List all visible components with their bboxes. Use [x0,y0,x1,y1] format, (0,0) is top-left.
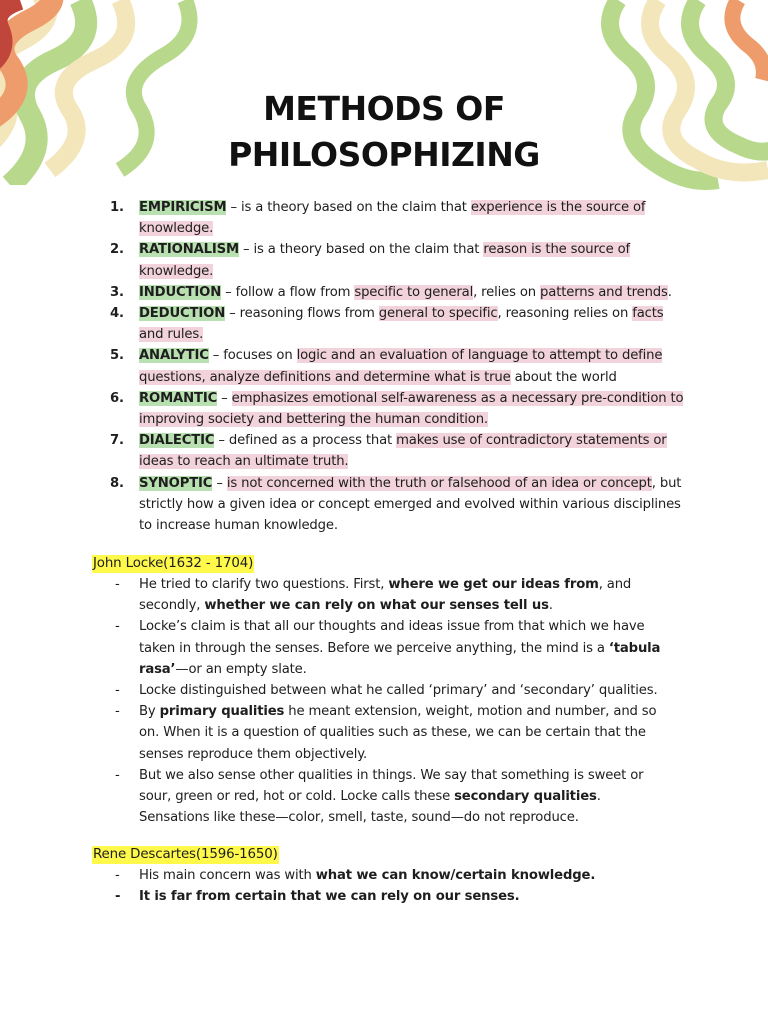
separator: – [212,475,227,491]
dash: - [115,683,120,699]
separator: – [221,284,236,300]
text: follow a flow from [235,284,355,300]
method-term: INDUCTION [139,284,222,300]
highlighted-text: specific to general [354,284,474,300]
dash: - [115,577,120,592]
method-term: ROMANTIC [139,390,218,406]
method-item [110,282,685,303]
highlighted-text: reason is the source of knowledge. [139,242,630,279]
highlighted-text: emphasizes emotional self-awareness as a necessary pre-condition to improving society and bettering the human condition. [139,390,684,428]
separator: – [214,433,229,449]
text: , but strictly how a given idea or concept emerged and evolved within various disciplines to increase human knowledge. [139,475,682,534]
method-number: 5. [110,348,124,364]
list-item [115,765,675,829]
method-item [110,388,685,430]
separator: – [238,242,254,258]
list-item [115,616,675,680]
separator: – [217,390,232,406]
method-item [110,303,685,345]
text: . [667,284,672,300]
method-number: 7. [110,433,124,449]
method-item [110,430,685,472]
method-number: 2. [110,242,124,258]
method-number: 6. [110,390,124,406]
separator: – [226,200,242,215]
method-term: SYNOPTIC [139,475,213,491]
method-term: RATIONALISM [139,242,239,258]
method-number: 1. [110,200,124,215]
page-title [0,86,768,178]
text: he meant extension, weight, motion and number, and so on. When it is a question of qualities such as these, we can be certain that the senses reproduce them objectively. [139,704,657,762]
dash: - [115,704,120,720]
bold-text: secondary qualities [454,789,597,805]
locke-heading: John Locke(1632 - 1704) [93,556,254,571]
text: He tried to clarify two questions. First, [139,577,389,592]
bold-text: ‘tabula rasa’ [139,640,661,677]
text: , reasoning relies on [497,306,633,322]
highlighted-text: logic and an evaluation of language to attempt to define questions, analyze definitions and determine what is true [139,348,663,385]
method-term: EMPIRICISM [139,200,227,215]
method-number: 3. [110,284,124,300]
dash: - [115,619,120,635]
method-term: DEDUCTION [139,306,226,322]
bold-text: primary qualities [159,704,285,720]
separator: – [208,348,224,364]
highlighted-text: general to specific [378,306,498,322]
method-item [110,239,685,281]
text: about the world [510,369,617,385]
text: , and secondly, [139,577,632,614]
highlighted-text: facts and rules. [139,306,664,343]
bold-text: where we get our ideas from [388,577,599,592]
text: reasoning flows from [239,306,379,322]
text: By [139,704,160,720]
locke-bullets [115,574,675,828]
method-term: ANALYTIC [139,348,209,364]
bold-text: It is far from certain that we can rely on our senses. [139,889,520,905]
highlighted-text: experience is the source of knowledge. [139,200,646,237]
list-item [115,574,675,616]
method-item [110,473,685,537]
list-item [115,865,675,886]
text: is a theory based on the claim that [253,242,484,258]
title-line-2: PHILOSOPHIZING [228,135,540,174]
text: But we also sense other qualities in things. We say that something is sweet or sour, green or red, hot or cold. Locke calls these [139,767,644,805]
dash: - [115,767,120,783]
text: . [548,598,553,614]
descartes-heading: Rene Descartes(1596-1650) [93,847,278,862]
method-item [110,345,685,387]
text: Locke distinguished between what he called ‘primary’ and ‘secondary’ qualities. [139,683,658,699]
text: focuses on [223,348,297,364]
method-number: 4. [110,306,124,322]
text: is a theory based on the claim that [241,200,471,215]
bold-text: what we can know/certain knowledge. [315,868,596,883]
list-item [115,680,675,701]
text: Locke’s claim is that all our thoughts and ideas issue from that which we have taken in through the senses. Before we perceive anything, the mind is a [139,619,645,656]
method-term: DIALECTIC [139,433,215,449]
bold-text: whether we can rely on what our senses tell us [204,598,549,614]
separator: – [225,306,240,322]
text: defined as a process that [228,433,397,449]
list-item [115,701,675,765]
dash: - [115,889,121,905]
highlighted-text: makes use of contradictory statements or ideas to reach an ultimate truth. [139,433,667,470]
text: —or an empty slate. [175,661,307,677]
dash: - [115,868,120,883]
title-line-1: METHODS OF [263,89,505,128]
highlighted-text: patterns and trends [540,284,668,300]
highlighted-text: is not concerned with the truth or falsehood of an idea or concept [226,475,652,491]
method-item [110,197,685,239]
text: . Sensations like these—color, smell, taste, sound—do not reproduce. [139,789,601,826]
descartes-bullets [115,865,675,907]
text: , relies on [473,284,541,300]
text: His main concern was with [139,868,316,883]
method-number: 8. [110,475,124,491]
list-item [115,886,675,907]
methods-list [110,197,685,536]
